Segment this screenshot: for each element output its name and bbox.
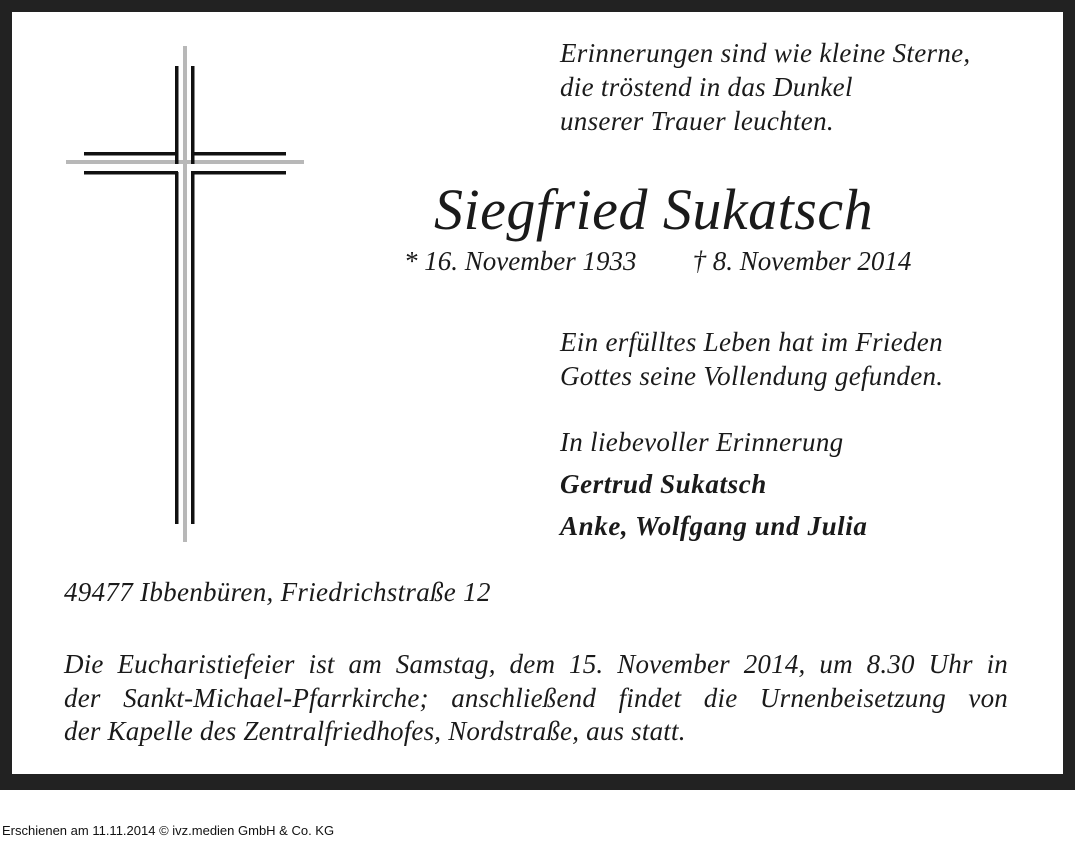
- mourner-name: Anke, Wolfgang und Julia: [560, 511, 868, 541]
- family-address: 49477 Ibbenbüren, Friedrichstraße 12: [64, 577, 491, 607]
- mourner-name: Gertrud Sukatsch: [560, 469, 767, 499]
- memory-line: In liebevoller Erinnerung: [560, 427, 844, 457]
- motto-line: die tröstend in das Dunkel: [560, 72, 853, 102]
- service-line: Die Eucharistiefeier ist am Samstag, dem 15. November 2014, um 8.30 Uhr in: [64, 649, 1008, 679]
- publication-credit: Erschienen am 11.11.2014 © ivz.medien GmbH & Co. KG: [2, 823, 335, 838]
- motto-line: unserer Trauer leuchten.: [560, 106, 834, 136]
- service-line: der Kapelle des Zentralfriedhofes, Nordstraße, aus statt.: [64, 716, 686, 746]
- death-date: † 8. November 2014: [692, 246, 912, 276]
- deceased-name: Siegfried Sukatsch: [434, 177, 874, 242]
- life-dates: [404, 245, 911, 277]
- service-line: der Sankt-Michael-Pfarrkirche; anschließend findet die Urnenbeisetzung von: [64, 682, 1008, 713]
- motto-line: Erinnerungen sind wie kleine Sterne,: [560, 38, 971, 68]
- obituary-card: [12, 12, 1063, 774]
- birth-date: * 16. November 1933: [404, 246, 637, 276]
- verse-line: Gottes seine Vollendung gefunden.: [560, 361, 944, 391]
- cross-icon: [12, 12, 332, 552]
- motto-verse: [560, 36, 970, 138]
- service-details: [64, 648, 1008, 749]
- closing-verse: [560, 325, 943, 393]
- verse-line: Ein erfülltes Leben hat im Frieden: [560, 327, 943, 357]
